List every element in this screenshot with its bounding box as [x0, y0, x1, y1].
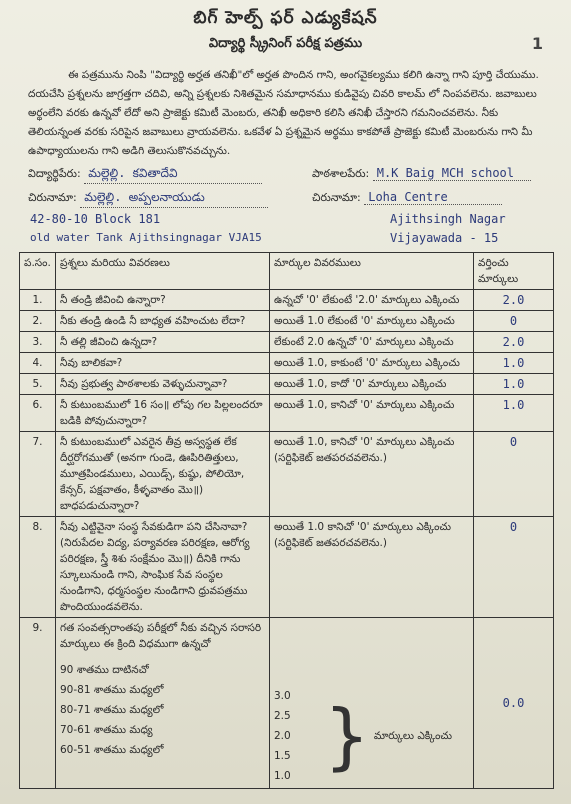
- grade-value: 3.0: [274, 690, 291, 702]
- row-question: [56, 618, 270, 789]
- grade-item: 90-81 శాతము మధ్యలో: [60, 684, 164, 696]
- row-score[interactable]: 0: [474, 311, 554, 332]
- row-question: నీకు తండ్రి ఉండి నీ బాధ్యత వహించుట లేదా?: [56, 311, 270, 332]
- table-row: [20, 618, 554, 789]
- school-address-row: [312, 190, 502, 207]
- form-title: బిగ్ హెల్ప్ ఫర్ ఎడ్యుకేషన్: [193, 8, 378, 28]
- row-number: 8.: [20, 517, 56, 618]
- grade-item: 60-51 శాతము మధ్యలో: [60, 744, 164, 756]
- table-row: [20, 374, 554, 395]
- row-marks-detail: [270, 618, 474, 789]
- row-score[interactable]: 0: [474, 432, 554, 517]
- row-question: నీవు బాలికవా?: [56, 353, 270, 374]
- row-marks-detail: లేకుంటే 2.0 ఉన్నచో '0' మార్కులు ఎక్కించు: [270, 332, 474, 353]
- grade-values: [274, 686, 304, 786]
- student-name-row: [28, 166, 262, 184]
- table-row: [20, 517, 554, 618]
- row-number: 5.: [20, 374, 56, 395]
- school-address-line3[interactable]: Vijayawada - 15: [390, 231, 499, 245]
- col-header-no: ప.సం.: [20, 253, 56, 290]
- school-name-value[interactable]: M.K Baig MCH school: [373, 166, 531, 181]
- col-header-score: వర్తించు మార్కులు: [474, 253, 554, 290]
- row-number: 6.: [20, 395, 56, 432]
- address-row: [28, 190, 268, 208]
- row-score[interactable]: 0.0: [474, 618, 554, 789]
- col-header-question: ప్రశ్నలు మరియు వివరణలు: [56, 253, 270, 290]
- student-name-label: విద్యార్థిపేరు:: [28, 167, 81, 180]
- table-row: [20, 432, 554, 517]
- row-score[interactable]: 1.0: [474, 353, 554, 374]
- row-number: 4.: [20, 353, 56, 374]
- row-marks-detail: అయితే 1.0 కానిచో '0' మార్కులు ఎక్కించు (సర్టిఫికెట్ జతపరచవలెను.): [270, 517, 474, 618]
- row-score[interactable]: 2.0: [474, 332, 554, 353]
- grade-marks-text: మార్కులు ఎక్కించు: [373, 730, 453, 742]
- row-question: నీవు ఎట్టివైనా సంస్థ సేవకుడిగా పని చేసినావా? (నిరుపేదల విద్య, పర్యావరణ పరిరక్షణ, ఆరోగ్య పరిరక్షణ, స్త్రీ శిశు సంక్షేమం మొ॥) దీనికి గాను స్కూలునుండి గాని, సాంఘిక సేవ సంస్థల నుండిగాని, ధర్మసంస్థల నుండిగాని ధ్రువపత్రము పొందియుండవలెను.: [56, 517, 270, 618]
- instructions-paragraph: ఈ పత్రమును నింపి "విద్యార్థి అర్హత తనిఖీ"లో అర్హత పొందిన గాని, అంగవైకల్యము కలిగి ఉన్నా గాని పూర్తి చేయుము. దయచేసి ప్రశ్నలను జాగ్రత్తగా చదివి, అన్ని ప్రశ్నలకు నిశితమైన సమాధానము కుడివైపు చివరి కాలమ్ లో నింపవలెను. జవాబులు అర్థంలేని వరకు ఉన్నవో లేదో అని ప్రాజెక్టు కమిటీ మెంబరు, తనిఖీ అధికారి కలిసి తనిఖీ చేస్తారని గమనించవలెను. నీకు తెలియన్నంత వరకు సరిపైన జవాబులు వ్రాయవలెను. ఒకవేళ ఏ ప్రశ్నమైన అర్థము కాకపోతే ప్రాజెక్టు కమిటీ మెంబరును గాని మీ ఉపాధ్యాయులను గాని అడిగి తెలుసుకొనవచ్చును.: [28, 69, 539, 157]
- row-score[interactable]: 1.0: [474, 395, 554, 432]
- school-address-label: చిరునామా:: [312, 191, 361, 204]
- school-name-row: [312, 166, 531, 183]
- row-question: నీ కుటుంబములో ఎవరైన తీవ్ర అస్వస్థత లేక దీర్ఘరోగముతో (అనగా గుండె, ఊపిరితిత్తులు, మూత్రపిండములు, ఎయిడ్స్, కుష్ఠు, పోలియో, కేన్సర్, పక్షవాతం, కీళ్ళవాతం మొ॥) బాధపడుచున్నారా?: [56, 432, 270, 517]
- row-marks-detail: అయితే 1.0, కాదో '0' మార్కులు ఎక్కించు: [270, 374, 474, 395]
- table-row: [20, 332, 554, 353]
- row-question: నీ తండ్రి జీవించి ఉన్నారా?: [56, 290, 270, 311]
- grade-item: 90 శాతము దాటినచో: [60, 664, 149, 676]
- row-marks-detail: అయితే 1.0, కానిచో '0' మార్కులు ఎక్కించు (సర్టిఫికెట్ జతపరచవలెను.): [270, 432, 474, 517]
- brace-symbol: }: [324, 694, 370, 778]
- row-question: నీ తల్లి జీవించి ఉన్నదా?: [56, 332, 270, 353]
- grade-list: [60, 660, 265, 760]
- address-line3[interactable]: old water Tank Ajithsingnagar VJA15: [30, 231, 262, 244]
- corner-mark: 1: [531, 34, 543, 53]
- row-number: 7.: [20, 432, 56, 517]
- row-number: 9.: [20, 618, 56, 789]
- grade-question-text: గత సంవత్సరాంతపు పరీక్షలో నీకు వచ్చిన సరాసరి మార్కులు ఈ క్రింది విధముగా ఉన్నచో: [60, 622, 262, 650]
- grade-item: 70-61 శాతము మధ్య: [60, 724, 153, 736]
- grade-value: 1.0: [274, 770, 291, 782]
- row-number: 2.: [20, 311, 56, 332]
- school-name-label: పాఠశాలపేరు:: [312, 167, 370, 180]
- row-marks-detail: అయితే 1.0, కాకుంటే '0' మార్కులు ఎక్కించు: [270, 353, 474, 374]
- grade-value: 2.0: [274, 730, 291, 742]
- student-name-value[interactable]: మల్లెల్లి. కవితాదేవి: [84, 166, 262, 184]
- row-score[interactable]: 2.0: [474, 290, 554, 311]
- table-row: [20, 290, 554, 311]
- row-number: 1.: [20, 290, 56, 311]
- row-score[interactable]: 1.0: [474, 374, 554, 395]
- row-question: నీవు ప్రభుత్వ పాఠశాలకు వెళ్ళుచున్నావా?: [56, 374, 270, 395]
- grade-value: 2.5: [274, 710, 291, 722]
- grade-value: 1.5: [274, 750, 291, 762]
- school-address-line2[interactable]: Ajithsingh Nagar: [390, 212, 506, 226]
- col-header-marks-detail: మార్కుల వివరములు: [270, 253, 474, 290]
- school-address-line1[interactable]: Loha Centre: [364, 190, 502, 205]
- table-row: [20, 353, 554, 374]
- table-row: [20, 395, 554, 432]
- row-score[interactable]: 0: [474, 517, 554, 618]
- form-subtitle: విద్యార్థి స్క్రీనింగ్ పరీక్ష పత్రము: [208, 36, 363, 51]
- address-line1[interactable]: మల్లెల్లి. అప్పలనాయుడు: [80, 190, 268, 208]
- grade-item: 80-71 శాతము మధ్యలో: [60, 704, 164, 716]
- table-header-row: [20, 253, 554, 290]
- row-number: 3.: [20, 332, 56, 353]
- row-question: నీ కుటుంబములో 16 సం॥ లోపు గల పిల్లలందరూ బడికి పోవుచున్నారా?: [56, 395, 270, 432]
- address-line2[interactable]: 42-80-10 Block 181: [30, 212, 161, 226]
- row-marks-detail: అయితే 1.0 లేకుంటే '0' మార్కులు ఎక్కించు: [270, 311, 474, 332]
- row-marks-detail: అయితే 1.0, కానిచో '0' మార్కులు ఎక్కించు: [270, 395, 474, 432]
- row-marks-detail: ఉన్నచో '0' లేకుంటే '2.0' మార్కులు ఎక్కించు: [270, 290, 474, 311]
- address-label: చిరునామా:: [28, 191, 77, 204]
- screening-table: [19, 252, 554, 789]
- table-row: [20, 311, 554, 332]
